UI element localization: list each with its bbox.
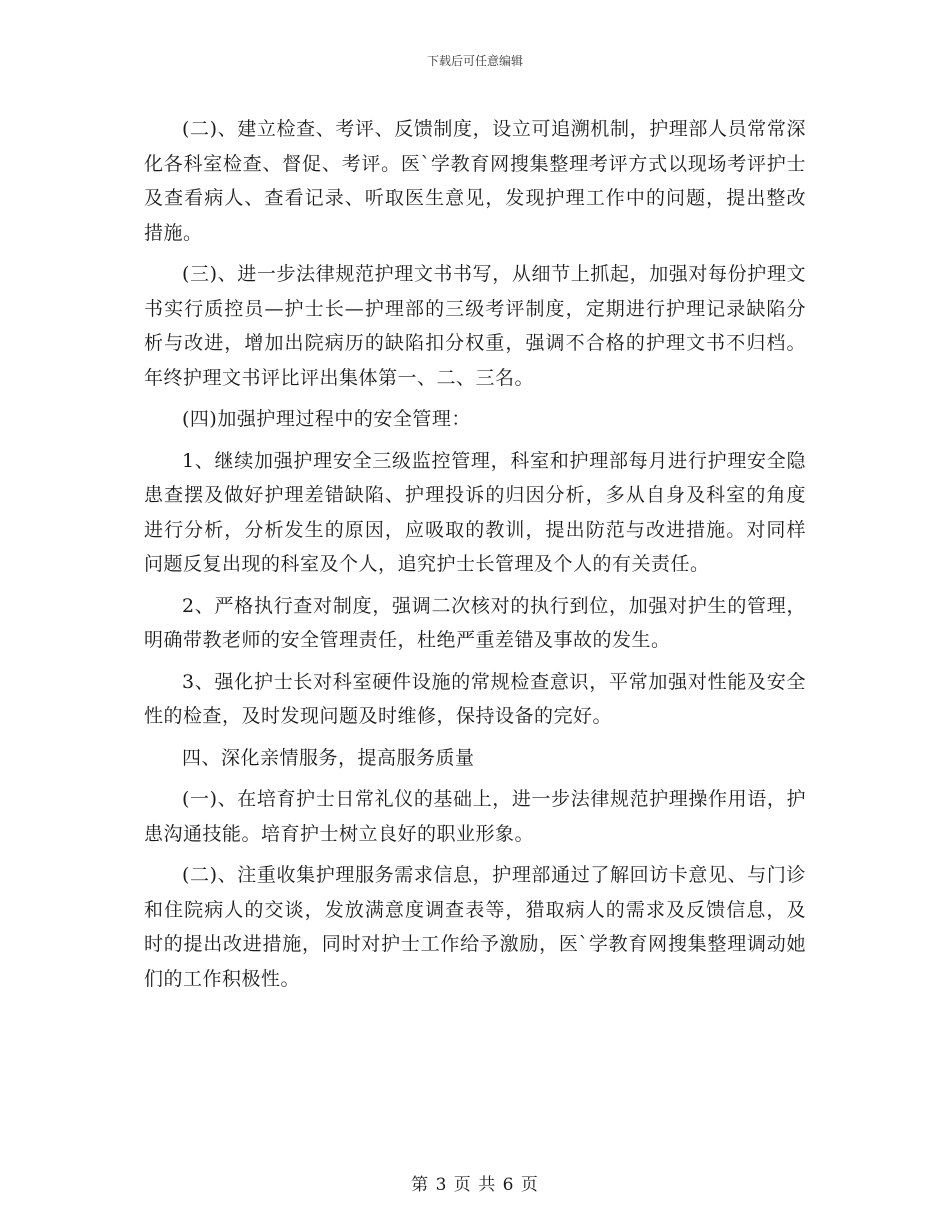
paragraph-4-2: (二)、注重收集护理服务需求信息，护理部通过了解回访卡意见、与门诊和住院病人的交谈，发放满意度调查表等，猎取病人的需求及反馈信息，及时的提出改进措施，同时对护士工作给予激励，医`学教育网搜集整理调动她们的工作积极性。 (144, 864, 806, 990)
paragraph-2-1: (二)、建立检查、考评、反馈制度，设立可追溯机制，护理部人员常常深化各科室检查、督促、考评。医`学教育网搜集整理考评方式以现场考评护士及查看病人、查看记录、听取医生意见，发现护理工作中的问题，提出整改措施。 (144, 118, 806, 244)
document-body (144, 112, 806, 1003)
page-header: 下载后可任意编辑 (426, 54, 523, 68)
page-number-footer: 第 3 页 共 6 页 (411, 1175, 539, 1195)
paragraph-safety-2: 2、严格执行查对制度，强调二次核对的执行到位，加强对护生的管理，明确带教老师的安全管理责任，杜绝严重差错及事故的发生。 (144, 594, 806, 651)
paragraph-safety-3: 3、强化护士长对科室硬件设施的常规检查意识，平常加强对性能及安全性的检查，及时发现问题及时维修，保持设备的完好。 (144, 670, 806, 727)
paragraph-2-2: (三)、进一步法律规范护理文书书写，从细节上抓起，加强对每份护理文书实行质控员—护士长—护理部的三级考评制度，定期进行护理记录缺陷分析与改进，增加出院病历的缺陷扣分权重，强调不合格的护理文书不归档。年终护理文书评比评出集体第一、二、三名。 (144, 263, 806, 389)
paragraph-safety-heading: (四)加强护理过程中的安全管理： (182, 408, 471, 430)
section-heading-4: 四、深化亲情服务，提高服务质量 (182, 746, 475, 769)
paragraph-4-1: (一)、在培育护士日常礼仪的基础上，进一步法律规范护理操作用语，护患沟通技能。培育护士树立良好的职业形象。 (144, 788, 806, 845)
paragraph-safety-1: 1、继续加强护理安全三级监控管理，科室和护理部每月进行护理安全隐患查摆及做好护理差错缺陷、护理投诉的归因分析，多从自身及科室的角度进行分析，分析发生的原因，应吸取的教训，提出防范与改进措施。对同样问题反复出现的科室及个人，追究护士长管理及个人的有关责任。 (144, 449, 806, 575)
